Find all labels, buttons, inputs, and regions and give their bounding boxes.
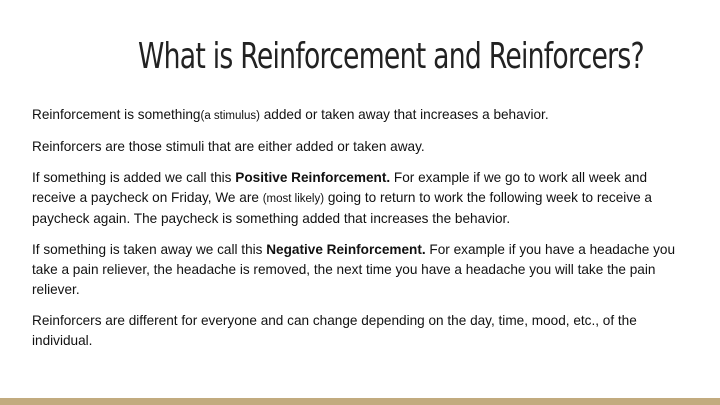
- p1-stimulus-note: (a stimulus): [200, 110, 260, 122]
- p3-text-b: For example if we go to work all week and receive a paycheck on Friday, We are: [32, 170, 648, 205]
- negative-reinforcement-term: Negative Reinforcement.: [266, 242, 426, 257]
- paragraph-negative-reinforcement: [32, 240, 692, 300]
- paragraph-reinforcers: Reinforcers are those stimuli that are either added or taken away.: [32, 139, 425, 154]
- p3-text-a: If something is added we call this: [32, 170, 236, 185]
- paragraph-reinforcers-differ: Reinforcers are different for everyone and can change depending on the day, time, mood, etc., of the individual.: [32, 313, 637, 348]
- slide-body: [32, 105, 692, 362]
- p1-text-a: Reinforcement is something: [32, 107, 201, 122]
- p3-most-likely-note: (most likely): [262, 193, 325, 205]
- p4-text-a: If something is taken away we call this: [32, 242, 267, 257]
- positive-reinforcement-term: Positive Reinforcement.: [235, 170, 391, 185]
- p1-text-c: added or taken away that increases a behavior.: [259, 107, 549, 122]
- p3-text-c: going to return to work the following week to receive a paycheck again. The paycheck is something added that increases the behavior.: [32, 190, 652, 226]
- p4-text-b: For example if you have a headache you take a pain reliever, the headache is removed, the next time you have a headache you will take the pain reliever.: [32, 242, 676, 297]
- paragraph-positive-reinforcement: [32, 168, 692, 229]
- paragraph-reinforcement: [32, 105, 692, 126]
- slide-title: What is Reinforcement and Reinforcers?: [138, 36, 644, 77]
- footer-accent-bar: [0, 398, 720, 405]
